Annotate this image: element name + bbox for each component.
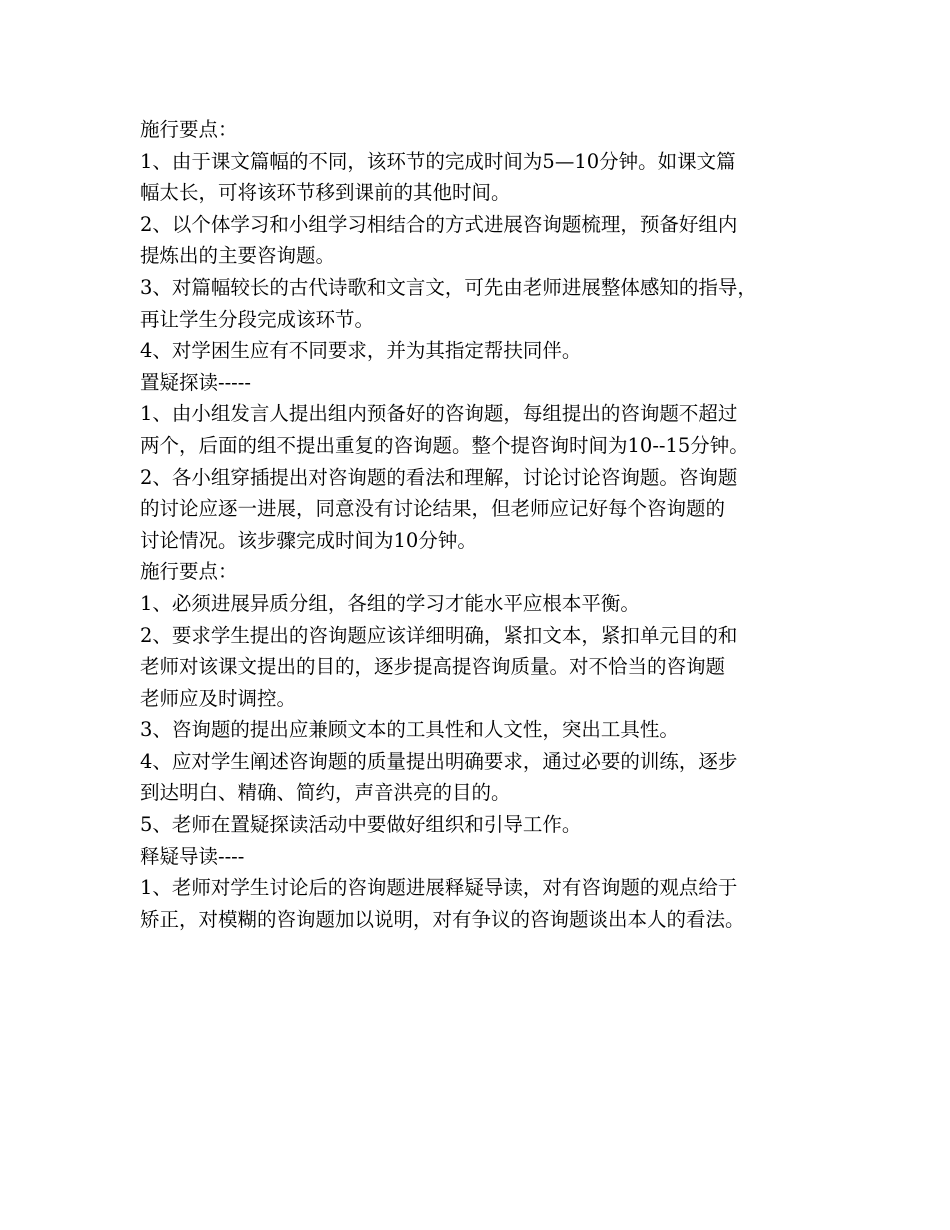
text-line: 1、老师对学生讨论后的咨询题进展释疑导读，对有咨询题的观点给于: [140, 876, 738, 900]
text-line: 幅太长，可将该环节移到课前的其他时间。: [140, 181, 511, 205]
text-line: 2、各小组穿插提出对咨询题的看法和理解，讨论讨论咨询题。咨询题: [140, 465, 738, 489]
text-line: 1、由小组发言人提出组内预备好的咨询题，每组提出的咨询题不超过: [140, 402, 738, 426]
text-line: 到达明白、精确、简约，声音洪亮的目的。: [140, 781, 511, 805]
text-line: 1、由于课文篇幅的不同，该环节的完成时间为5—10分钟。如课文篇: [140, 149, 736, 173]
text-line: 提炼出的主要咨询题。: [140, 244, 336, 268]
text-line: 再让学生分段完成该环节。: [140, 307, 375, 331]
text-line: 矫正，对模糊的咨询题加以说明，对有争议的咨询题谈出本人的看法。: [140, 907, 745, 931]
text-line: 5、老师在置疑探读活动中要做好组织和引导工作。: [140, 813, 582, 837]
text-line: 4、应对学生阐述咨询题的质量提出明确要求，通过必要的训练，逐步: [140, 749, 738, 773]
text-line: 4、对学困生应有不同要求，并为其指定帮扶同伴。: [140, 339, 582, 363]
text-line: 老师应及时调控。: [140, 686, 297, 710]
text-line: 的讨论应逐一进展，同意没有讨论结果，但老师应记好每个咨询题的: [140, 497, 726, 521]
text-line: 老师对该课文提出的目的，逐步提高提咨询质量。对不恰当的咨询题: [140, 655, 726, 679]
text-line: 两个，后面的组不提出重复的咨询题。整个提咨询时间为10--15分钟。: [140, 433, 749, 457]
text-line: 1、必须进展异质分组，各组的学习才能水平应根本平衡。: [140, 591, 640, 615]
document-body: [140, 114, 830, 935]
text-line: 2、要求学生提出的咨询题应该详细明确，紧扣文本，紧扣单元目的和: [140, 623, 738, 647]
section-heading: 释疑导读----: [140, 844, 245, 868]
section-heading: 施行要点：: [140, 560, 238, 584]
text-line: 讨论情况。该步骤完成时间为10分钟。: [140, 528, 477, 552]
text-line: 3、对篇幅较长的古代诗歌和文言文，可先由老师进展整体感知的指导，: [140, 275, 757, 299]
section-heading: 施行要点：: [140, 118, 238, 141]
text-line: 3、咨询题的提出应兼顾文本的工具性和人文性，突出工具性。: [140, 718, 679, 742]
text-line: 2、以个体学习和小组学习相结合的方式进展咨询题梳理，预备好组内: [140, 212, 738, 236]
section-heading: 置疑探读-----: [140, 370, 251, 394]
